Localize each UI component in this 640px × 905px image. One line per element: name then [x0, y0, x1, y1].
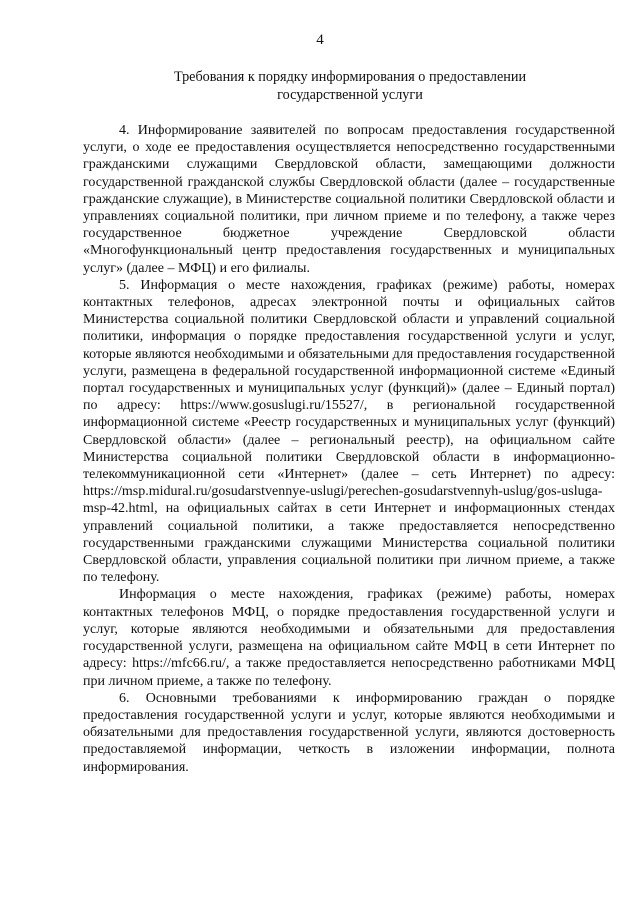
paragraph-5: 5. Информация о месте нахождения, графиках (режиме) работы, номерах контактных телефонов, адресах электронной почты и официальных сайтов Министерства социальной политики Свердловской области и управлений социальной политики, информация о порядке предоставления государственной услуги и услуг, которые являются необходимыми и обязательными для предоставления государственной услуги, размещена в федеральной государственной информационной системе «Единый портал государственных и муниципальных услуг (функций)» (далее – Единый портал) по адресу: https://www.gosuslugi.ru/15527/, в региональной государственной информационной системе «Реестр государственных и муниципальных услуг (функций) Свердловской области» (далее – региональный реестр), на официальном сайте Министерства социальной политики Свердловской области в информационно-телекоммуникационной сети «Интернет» (далее – сеть Интернет) по адресу: https://msp.midural.ru/gosudarstvennye-uslugi/perechen-gosudarstvennyh-uslug/gos-usluga-msp-42.html, на официальных сайтах в сети Интернет и информационных стендах управлений социальной политики, а также предоставляется непосредственно государственными гражданскими служащими Министерства социальной политики Свердловской области, управления социальной политики при личном приеме, а также по телефону. [83, 277, 615, 586]
document-body [83, 122, 615, 776]
paragraph-4: 4. Информирование заявителей по вопросам предоставления государственной услуги, о ходе ее предоставления осуществляется непосредственно государственными гражданскими служащими Свердловской области, замещающими должности государственной гражданской службы Свердловской области (далее – государственные гражданские служащие), в Министерстве социальной политики Свердловской области и управлениях социальной политики, при личном приеме и по телефону, а также через государственное бюджетное учреждение Свердловской области «Многофункциональный центр предоставления государственных и муниципальных услуг» (далее – МФЦ) и его филиалы. [83, 123, 615, 276]
paragraph-6: 6. Основными требованиями к информированию граждан о порядке предоставления государственной услуги и услуг, которые являются необходимыми и обязательными для предоставления государственной услуги, являются достоверность предоставляемой информации, четкость в изложении информации, полнота информирования. [83, 690, 615, 775]
page-number: 4 [316, 32, 324, 48]
section-heading-line-2: государственной услуги [277, 87, 423, 103]
section-heading-line-1: Требования к порядку информирования о предоставлении [173, 69, 527, 85]
paragraph-5-mfc: Информация о месте нахождения, графиках (режиме) работы, номерах контактных телефонов МФЦ, о порядке предоставления государственной услуги и услуг, которые являются необходимыми и обязательными для предоставления государственной услуги, размещена на официальном сайте МФЦ в сети Интернет по адресу: https://mfc66.ru/, а также предоставляется непосредственно работниками МФЦ при личном приеме, а также по телефону. [83, 587, 615, 689]
section-heading [90, 68, 610, 104]
